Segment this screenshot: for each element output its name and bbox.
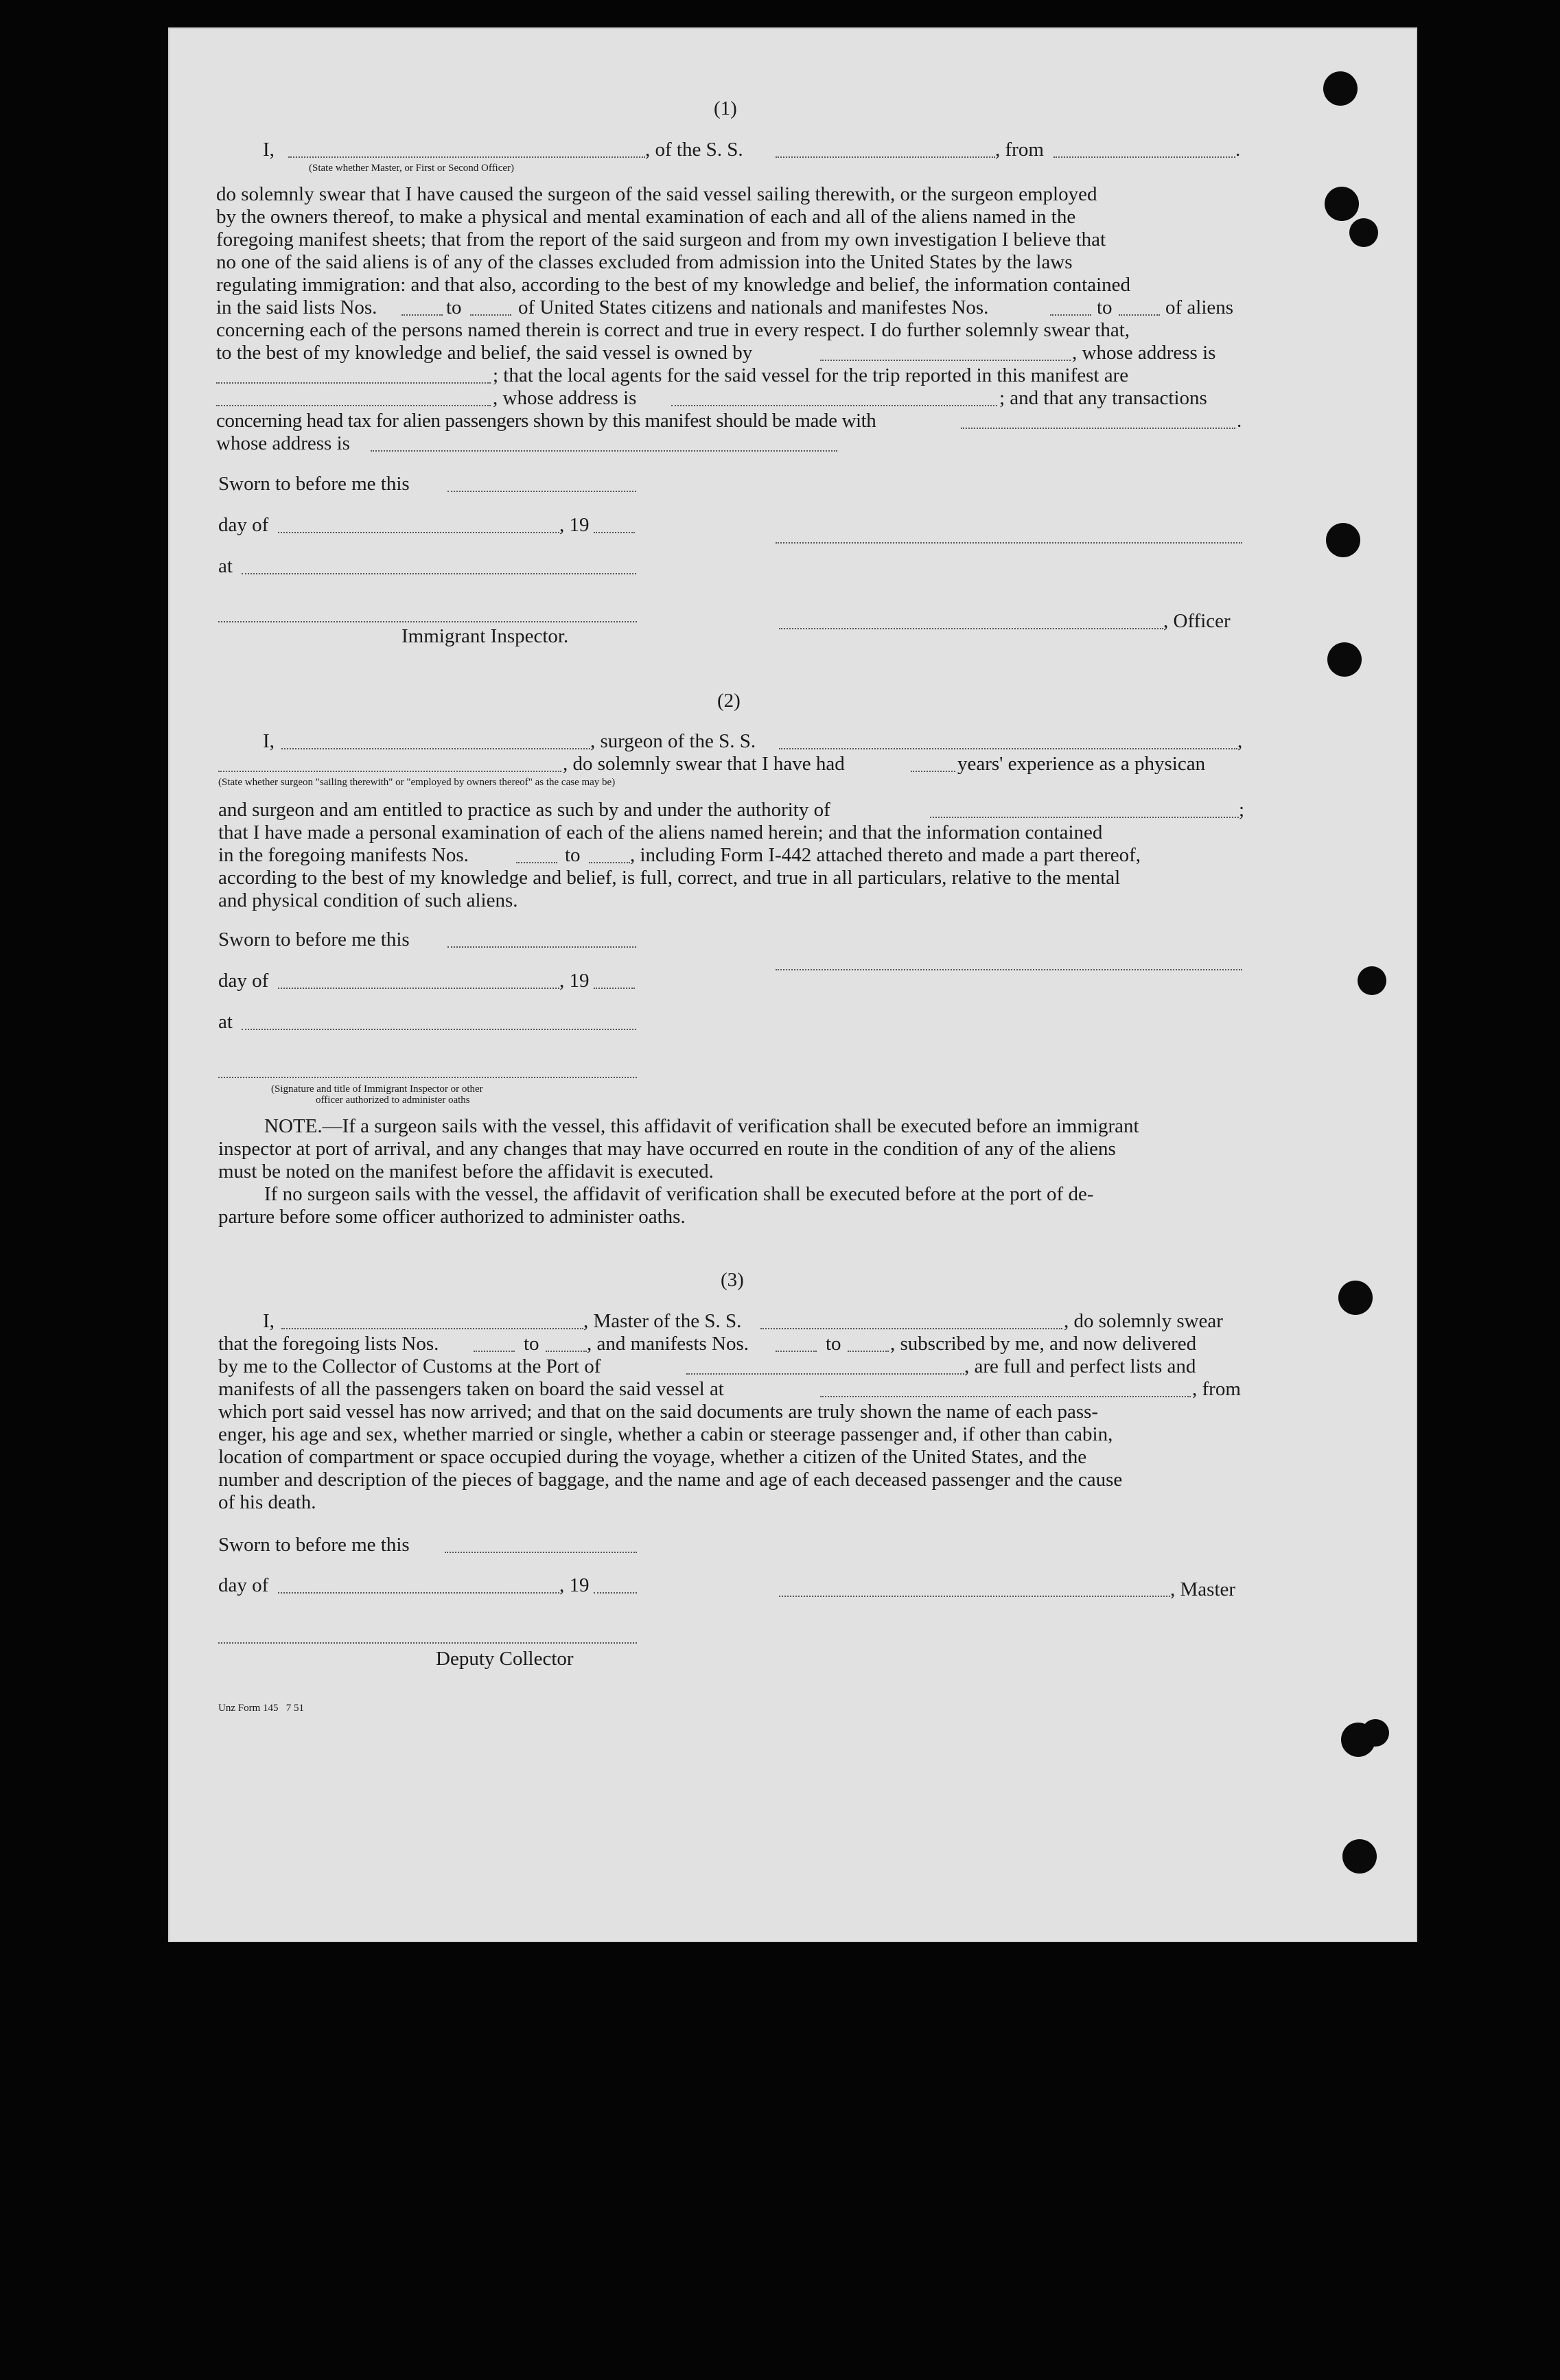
body-text: to	[446, 296, 462, 318]
fill-line[interactable]	[961, 428, 1235, 429]
signature-line[interactable]	[218, 621, 637, 622]
fill-line[interactable]	[278, 532, 559, 533]
form-label: , do solemnly swear that I have had	[563, 753, 845, 775]
form-number: Unz Form 145 7 51	[218, 1703, 304, 1714]
form-label: Sworn to before me this	[218, 1534, 410, 1556]
fill-line[interactable]	[401, 314, 443, 316]
form-label: , Master of the S. S.	[583, 1310, 742, 1332]
fill-line[interactable]	[218, 771, 561, 772]
body-text: to the best of my knowledge and belief, the said vessel is owned by	[216, 342, 753, 364]
fill-line[interactable]	[281, 748, 590, 749]
fill-line[interactable]	[470, 314, 511, 316]
fill-line[interactable]	[589, 862, 630, 863]
body-text: to	[1097, 296, 1113, 318]
fill-line[interactable]	[216, 405, 491, 406]
form-label: Immigrant Inspector.	[401, 625, 569, 647]
fill-line[interactable]	[779, 748, 1237, 749]
fill-line[interactable]	[474, 1351, 515, 1352]
body-text: .	[1237, 410, 1242, 432]
form-label: day of	[218, 1574, 269, 1596]
body-line: by the owners thereof, to make a physical and mental examination of each and all of the aliens named in the	[216, 206, 1076, 228]
body-text: , including Form I-442 attached thereto and made a part thereof,	[630, 844, 1141, 866]
fill-line[interactable]	[546, 1351, 587, 1352]
fill-line[interactable]	[278, 988, 559, 989]
body-text: , are full and perfect lists and	[964, 1355, 1196, 1377]
body-text: by me to the Collector of Customs at the Port of	[218, 1355, 601, 1377]
body-text: ; and that any transactions	[999, 387, 1207, 409]
body-text: ; that the local agents for the said vessel for the trip reported in this manifest are	[493, 364, 1129, 386]
field-instruction: (State whether Master, or First or Second Officer)	[309, 163, 515, 174]
body-text: and surgeon and am entitled to practice as such by and under the authority of	[218, 799, 830, 821]
section-heading: (2)	[717, 690, 741, 712]
fill-line[interactable]	[445, 1552, 637, 1553]
fill-line[interactable]	[1119, 314, 1160, 316]
note-line: inspector at port of arrival, and any changes that may have occurred en route in the condition of any of the aliens	[218, 1138, 1116, 1160]
punch-hole	[1338, 1281, 1373, 1315]
fill-line[interactable]	[278, 1592, 559, 1594]
signature-line[interactable]	[218, 1077, 637, 1078]
section-heading: (1)	[714, 97, 737, 119]
form-label: , Master	[1170, 1578, 1236, 1600]
form-label: , do solemnly swear	[1064, 1310, 1223, 1332]
form-label: I,	[263, 139, 275, 161]
punch-hole	[1349, 218, 1378, 247]
fill-line[interactable]	[1053, 156, 1235, 158]
body-line: no one of the said aliens is of any of the classes excluded from admission into the United States by the laws	[216, 251, 1073, 273]
fill-line[interactable]	[776, 156, 995, 158]
body-line: foregoing manifest sheets; that from the report of the said surgeon and from my own investigation I believe that	[216, 229, 1106, 250]
fill-line[interactable]	[820, 1396, 1191, 1397]
body-line: of his death.	[218, 1491, 316, 1513]
fill-line[interactable]	[516, 862, 557, 863]
note-line: parture before some officer authorized to administer oaths.	[218, 1206, 686, 1228]
note-line: must be noted on the manifest before the affidavit is executed.	[218, 1160, 714, 1182]
form-label: I,	[263, 730, 275, 752]
fill-line[interactable]	[1050, 314, 1091, 316]
form-label: , from	[995, 139, 1044, 161]
body-text: of aliens	[1165, 296, 1234, 318]
body-line: concerning each of the persons named therein is correct and true in every respect. I do further solemnly swear that,	[216, 319, 1130, 341]
signature-line[interactable]	[779, 1596, 1170, 1597]
fill-line[interactable]	[594, 988, 635, 989]
form-label: .	[1235, 139, 1241, 161]
fill-line[interactable]	[594, 532, 635, 533]
form-label: , 19	[559, 970, 590, 992]
body-text: ;	[1239, 799, 1245, 821]
body-text: , and manifests Nos.	[587, 1333, 749, 1355]
fill-line[interactable]	[671, 405, 997, 406]
body-text: in the foregoing manifests Nos.	[218, 844, 469, 866]
form-label: ,	[1237, 730, 1243, 752]
body-line: enger, his age and sex, whether married or single, whether a cabin or steerage passenger and, if other than cabin,	[218, 1423, 1113, 1445]
body-line: number and description of the pieces of baggage, and the name and age of each deceased passenger and the cause	[218, 1469, 1123, 1491]
form-label: Deputy Collector	[436, 1648, 574, 1670]
punch-hole	[1342, 1839, 1377, 1874]
body-line: that I have made a personal examination of each of the aliens named herein; and that the information contained	[218, 821, 1103, 843]
form-label: , Officer	[1163, 610, 1231, 632]
fill-line[interactable]	[848, 1351, 889, 1352]
body-text: concerning head tax for alien passengers shown by this manifest should be made with	[216, 410, 876, 432]
signature-caption: officer authorized to administer oaths	[316, 1095, 470, 1106]
body-text: to	[524, 1333, 539, 1355]
form-label: Sworn to before me this	[218, 473, 410, 495]
form-label: at	[218, 1011, 233, 1033]
fill-line[interactable]	[242, 573, 636, 574]
body-line: which port said vessel has now arrived; and that on the said documents are truly shown the name of each pass-	[218, 1401, 1099, 1423]
fill-line[interactable]	[447, 946, 636, 948]
body-text: that the foregoing lists Nos.	[218, 1333, 439, 1355]
fill-line[interactable]	[686, 1373, 964, 1375]
body-text: , subscribed by me, and now delivered	[890, 1333, 1197, 1355]
signature-line[interactable]	[776, 542, 1242, 544]
body-text: , whose address is	[493, 387, 637, 409]
body-text: , from	[1192, 1378, 1241, 1400]
form-label: day of	[218, 514, 269, 536]
form-label: I,	[263, 1310, 275, 1332]
note-line: If no surgeon sails with the vessel, the affidavit of verification shall be executed before at the port of de-	[264, 1183, 1094, 1205]
body-text: , whose address is	[1072, 342, 1216, 364]
body-line: location of compartment or space occupied during the voyage, whether a citizen of the United States, and the	[218, 1446, 1087, 1468]
body-line: do solemnly swear that I have caused the surgeon of the said vessel sailing therewith, or the surgeon employed	[216, 183, 1097, 205]
fill-line[interactable]	[447, 491, 636, 492]
punch-hole	[1325, 187, 1359, 221]
note-line: NOTE.—If a surgeon sails with the vessel, this affidavit of verification shall be executed before an immigrant	[264, 1115, 1139, 1137]
form-label: , surgeon of the S. S.	[590, 730, 756, 752]
form-label: at	[218, 555, 233, 577]
fill-line[interactable]	[216, 382, 491, 384]
fill-line[interactable]	[760, 1328, 1062, 1329]
punch-hole	[1327, 642, 1362, 677]
body-line: according to the best of my knowledge and belief, is full, correct, and true in all particulars, relative to the mental	[218, 867, 1121, 889]
fill-line[interactable]	[911, 771, 955, 772]
fill-line[interactable]	[776, 1351, 817, 1352]
form-label: Sworn to before me this	[218, 929, 410, 950]
body-text: to	[826, 1333, 841, 1355]
fill-line[interactable]	[594, 1592, 637, 1594]
form-label: day of	[218, 970, 269, 992]
punch-hole	[1326, 523, 1360, 557]
form-label: , 19	[559, 1574, 590, 1596]
punch-hole	[1362, 1719, 1389, 1747]
body-text: in the said lists Nos.	[216, 296, 377, 318]
punch-hole	[1323, 71, 1358, 106]
section-heading: (3)	[721, 1269, 744, 1291]
fill-line[interactable]	[930, 817, 1239, 818]
fill-line[interactable]	[281, 1328, 583, 1329]
fill-line[interactable]	[820, 360, 1071, 361]
fill-line[interactable]	[242, 1029, 636, 1030]
body-line: regulating immigration: and that also, according to the best of my knowledge and belief, the information contained	[216, 274, 1131, 296]
form-label: , of the S. S.	[645, 139, 743, 161]
body-text: manifests of all the passengers taken on board the said vessel at	[218, 1378, 724, 1400]
form-label: , 19	[559, 514, 590, 536]
fill-line[interactable]	[288, 156, 645, 158]
punch-hole	[1358, 966, 1386, 995]
body-line: and physical condition of such aliens.	[218, 889, 518, 911]
body-text: whose address is	[216, 432, 350, 454]
fill-line[interactable]	[371, 450, 837, 452]
signature-line[interactable]	[779, 628, 1163, 629]
field-instruction: (State whether surgeon "sailing therewith" or "employed by owners thereof" as the case may be)	[218, 777, 616, 788]
body-text: to	[565, 844, 581, 866]
form-label: years' experience as a physican	[957, 753, 1206, 775]
body-text: of United States citizens and nationals and manifestes Nos.	[518, 296, 989, 318]
signature-line[interactable]	[776, 969, 1242, 970]
signature-line[interactable]	[218, 1642, 637, 1644]
signature-caption: (Signature and title of Immigrant Inspector or other	[271, 1084, 483, 1095]
